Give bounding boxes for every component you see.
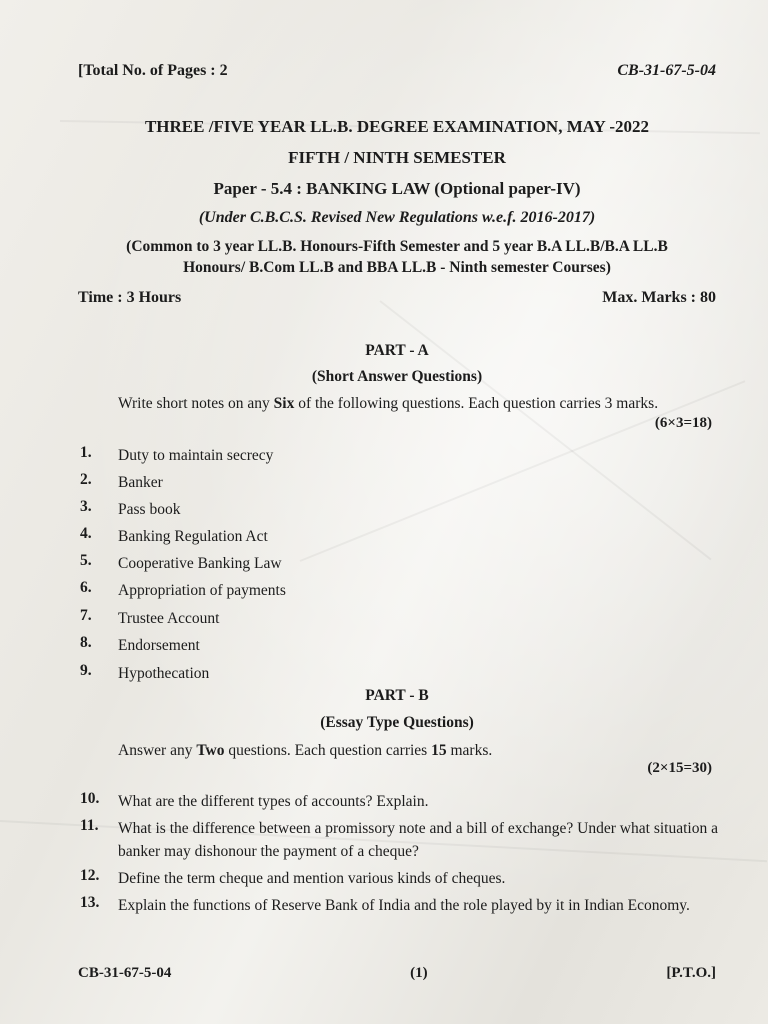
question-item: 13. Explain the functions of Reserve Bank of India and the role played by it in Indian Economy. [80, 894, 690, 914]
question-item: 9. Hypothecation [80, 662, 210, 682]
part-a-heading: PART - A [365, 342, 429, 359]
part-b-heading: PART - B [365, 687, 429, 704]
question-item: 10. What are the different types of accounts? Explain. [80, 790, 429, 810]
question-item: 6. Appropriation of payments [80, 579, 286, 599]
question-item: 12. Define the term cheque and mention various kinds of cheques. [80, 867, 506, 887]
part-b-marks: (2×15=30) [647, 760, 712, 776]
part-a-subheading: (Short Answer Questions) [311, 368, 483, 385]
part-b-subheading: (Essay Type Questions) [320, 714, 474, 731]
part-b-instruction: Answer any Two questions. Each question carries 15 marks. [118, 742, 493, 759]
part-a-marks: (6×3=18) [654, 415, 712, 431]
question-item: 4. Banking Regulation Act [80, 525, 268, 545]
please-turn-over: [P.T.O.] [666, 965, 716, 981]
part-a-instruction: Write short notes on any Six of the following questions. Each question carries 3 marks. [118, 395, 659, 412]
exam-title: THREE /FIVE YEAR LL.B. DEGREE EXAMINATION, MAY -2022 [144, 117, 650, 136]
question-item: 11. What is the difference between a promissory note and a bill of exchange? Under what situation a banker may dishonour the payment of a cheque? [80, 817, 718, 860]
question-item: 7. Trustee Account [80, 607, 220, 627]
page-header [78, 62, 716, 80]
question-item: 3. Pass book [80, 498, 181, 518]
footer-paper-code: CB-31-67-5-04 [78, 965, 172, 981]
common-to-line-1: (Common to 3 year LL.B. Honours-Fifth Semester and 5 year B.A LL.B/B.A LL.B [126, 238, 668, 255]
time-allowed: Time : 3 Hours [78, 289, 182, 306]
page-number: (1) [410, 965, 428, 981]
paper-title: Paper - 5.4 : BANKING LAW (Optional paper-IV) [213, 179, 581, 198]
page-footer [78, 965, 716, 982]
regulations-line: (Under C.B.C.S. Revised New Regulations w.e.f. 2016-2017) [198, 209, 596, 226]
time-marks-row [78, 289, 716, 307]
total-pages: [Total No. of Pages : 2 [78, 62, 228, 79]
question-item: 5. Cooperative Banking Law [80, 552, 282, 572]
question-item: 2. Banker [80, 471, 163, 491]
semester-title: FIFTH / NINTH SEMESTER [288, 148, 506, 167]
question-item: 8. Endorsement [80, 634, 200, 654]
paper-code: CB-31-67-5-04 [617, 62, 716, 79]
common-to-line-2: Honours/ B.Com LL.B and BBA LL.B - Ninth semester Courses) [183, 259, 611, 276]
question-item: 1. Duty to maintain secrecy [80, 444, 274, 464]
max-marks: Max. Marks : 80 [602, 289, 716, 306]
